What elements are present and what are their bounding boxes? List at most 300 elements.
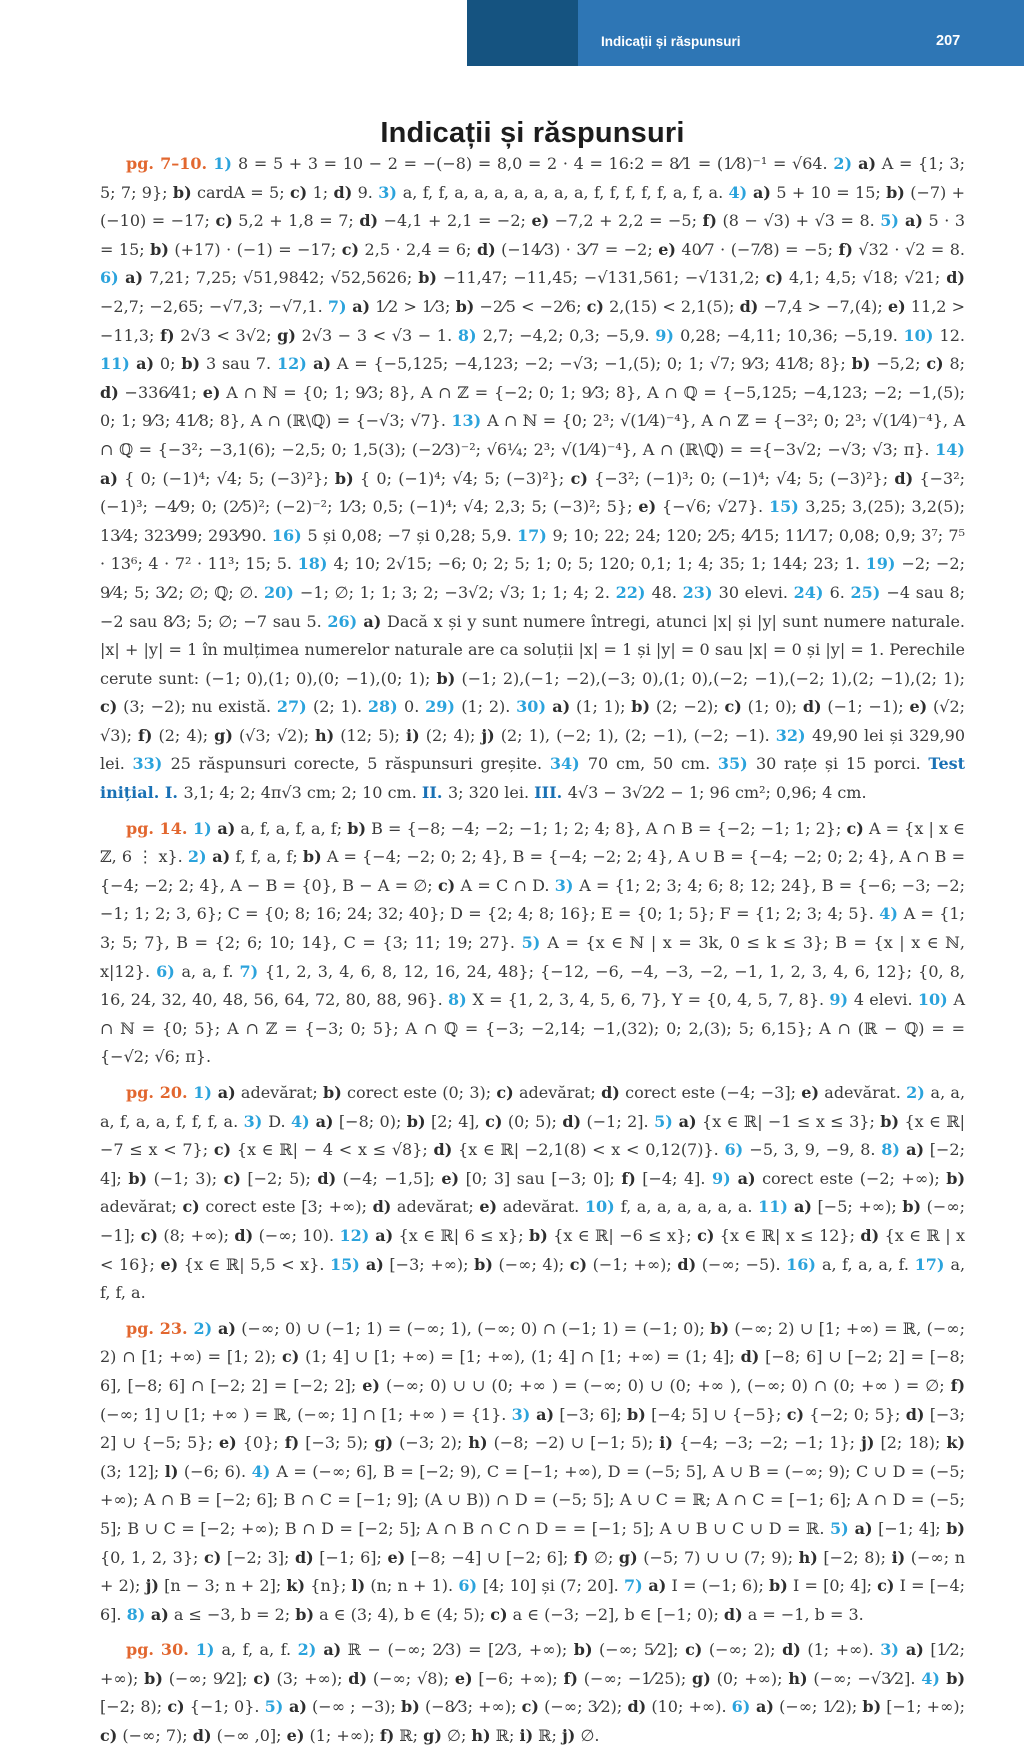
answer-text: 3 sau 7. <box>200 354 277 374</box>
answer-text: (−∞; 1⁄2); <box>773 1697 863 1717</box>
answer-text: {x ∈ ℝ| 5,5 < x}. <box>178 1254 331 1274</box>
answer-letter: h) <box>798 1547 818 1567</box>
answer-letter: f) <box>574 1547 589 1567</box>
item-number: 29) <box>425 697 462 717</box>
answer-text: [−2; 5); <box>240 1168 318 1188</box>
answer-letter: c) <box>289 182 308 202</box>
answer-text: D. <box>268 1111 291 1131</box>
item-number: 4) <box>728 182 754 202</box>
answer-letter: k) <box>946 1433 966 1453</box>
answer-letter: c) <box>570 468 588 488</box>
answer-text: (−∞ ; −3); <box>306 1697 402 1717</box>
answer-letter: b) <box>128 1168 148 1188</box>
answer-text: [−1; 6]; <box>313 1547 388 1567</box>
answer-letter: h) <box>471 1726 491 1746</box>
answer-letter: d) <box>739 296 759 316</box>
answer-letter: f) <box>621 1168 636 1188</box>
answer-text: (1; 1); <box>570 697 632 717</box>
answer-text: {x ∈ ℝ| 6 ≤ x}; <box>393 1225 530 1245</box>
item-number: 2) <box>906 1083 931 1102</box>
item-number: 25) <box>850 582 887 602</box>
answer-text: adevărat; <box>235 1083 324 1102</box>
answer-text: 2,(15) < 2,1(5); <box>603 296 740 316</box>
item-number: 3) <box>880 1640 906 1660</box>
answer-letter: f) <box>950 1375 966 1395</box>
answer-letter: c) <box>140 1225 158 1245</box>
item-number: 2) <box>187 847 213 867</box>
answer-letter: j) <box>481 725 495 745</box>
answer-letter: b) <box>902 1197 922 1217</box>
answer-letter: c) <box>167 1697 185 1717</box>
item-number: 26) <box>327 611 364 631</box>
answer-text: (2; −2); <box>650 697 725 717</box>
answer-text: (8; +∞); <box>157 1225 235 1245</box>
item-number: 6) <box>100 268 126 288</box>
answers-paragraph <box>100 815 965 1072</box>
answer-text: a, f, a, f. <box>221 1640 298 1660</box>
answer-letter: g) <box>423 1726 442 1746</box>
answer-text: ℝ; <box>394 1726 424 1746</box>
answer-letter: e) <box>909 697 928 717</box>
answer-text: [−1; +∞); <box>881 1697 966 1717</box>
answer-text: [0; 3] sau [−3; 0]; <box>459 1168 622 1188</box>
answer-text: [−8; 0); <box>333 1111 407 1131</box>
item-number: 35) <box>717 754 756 774</box>
answer-letter: a) <box>125 268 144 288</box>
answer-text: [2; 18); <box>874 1433 947 1453</box>
answer-letter: l) <box>351 1576 366 1596</box>
answer-text: B = {−8; −4; −2; −1; 1; 2; 4; 8}, A ∩ B = {−2; −1; 1; 2}; <box>366 818 847 838</box>
answer-text: (−4; −1,5]; <box>336 1168 442 1188</box>
header-accent-block <box>467 0 578 66</box>
answer-text: ℝ; <box>533 1726 562 1746</box>
answer-letter: j) <box>145 1576 159 1596</box>
answer-letter: c) <box>586 296 604 316</box>
answer-text: 25 răspunsuri corecte, 5 răspunsuri greșite. <box>170 754 550 774</box>
answer-text: a ∈ (3; 4), b ∈ (4; 5); <box>314 1604 491 1624</box>
answer-letter: a) <box>313 354 332 374</box>
answer-text: (−6; 6). <box>178 1461 252 1481</box>
item-number: 5) <box>654 1111 679 1131</box>
answer-text: 4,1; 4,5; √18; √21; <box>783 268 947 288</box>
answer-letter: a) <box>854 1518 873 1538</box>
answer-text: (1; 4] ∪ [1; +∞) = [1; +∞), (1; 4] ∩ [1; +∞) = (1; 4]; <box>299 1347 741 1367</box>
answer-text: f, f, a, f; <box>230 847 303 867</box>
answer-text: 6. <box>829 582 851 602</box>
answer-letter: c) <box>100 697 118 717</box>
answer-text: (0; +∞); <box>710 1668 789 1688</box>
answer-text: [−1; 4]; <box>872 1518 947 1538</box>
answer-text: adevărat. <box>819 1083 907 1102</box>
answer-letter: c) <box>490 1604 508 1624</box>
answer-letter: b) <box>406 1111 426 1131</box>
answer-text: 2√3 − 3 < √3 − 1. <box>295 325 458 345</box>
answer-text: (√2; √3); <box>100 697 966 745</box>
answer-letter: b) <box>144 1668 163 1688</box>
answer-text: 40⁄7 · (−7⁄8) = −5; <box>675 239 839 259</box>
answer-text: (−∞; 1] ∪ [1; +∞ ) = ℝ, (−∞; 1] ∩ [1; +∞ ) = {1}. <box>100 1404 512 1424</box>
answer-letter: a) <box>648 1576 667 1596</box>
answer-text: (−∞; −5). <box>696 1254 787 1274</box>
answer-text: (2; 4); <box>152 725 215 745</box>
item-number: 17) <box>914 1254 951 1274</box>
item-number: 4) <box>921 1668 947 1688</box>
answer-letter: a) <box>217 1083 236 1102</box>
item-number: 8) <box>457 325 483 345</box>
answer-text: −11,47; −11,45; −√131,561; −√131,2; <box>436 268 766 288</box>
page-ref-label: pg. 23. <box>126 1318 194 1338</box>
item-number: 10) <box>903 325 940 345</box>
answer-letter: d) <box>740 1347 760 1367</box>
answer-letter: l) <box>164 1461 179 1481</box>
answer-letter: a) <box>904 211 923 231</box>
item-number: 4) <box>879 904 904 924</box>
answer-letter: d) <box>333 182 353 202</box>
answer-text: (1; +∞); <box>304 1726 380 1746</box>
item-number: 1) <box>193 818 218 838</box>
answer-text: 30 rațe și 15 porci. <box>755 754 929 774</box>
answer-letter: c) <box>697 1225 715 1245</box>
answer-letter: i) <box>891 1547 906 1567</box>
answers-paragraph <box>100 1636 965 1750</box>
answer-letter: b) <box>172 182 192 202</box>
answer-letter: a) <box>756 1697 774 1717</box>
answer-text: { 0; (−1)⁴; √4; 5; (−3)²}; <box>353 468 571 488</box>
item-number: 3) <box>378 182 403 202</box>
test-heading: III. <box>534 783 568 803</box>
page-ref-label: pg. 20. <box>126 1083 194 1102</box>
answer-text: −5,2; <box>870 354 927 374</box>
answer-text: {−3²; (−1)³; −4⁄9; 0; (2⁄5)²; (−2)⁻²; 1⁄3; 0,5; (−1)⁴; √4; 2,3; 5; (−3)²; 5}; <box>100 468 966 517</box>
item-number: 2) <box>833 154 859 173</box>
answer-text: {0, 1, 2, 3}; <box>100 1547 204 1567</box>
item-number: 13) <box>451 411 488 431</box>
answer-letter: c) <box>215 211 233 231</box>
answer-text: {x ∈ ℝ| −1 ≤ x ≤ 3}; <box>696 1111 881 1131</box>
answer-letter: c) <box>786 1404 805 1424</box>
answer-text: 2√3 < 3√2; <box>174 325 278 345</box>
answer-letter: e) <box>658 239 676 259</box>
item-number: 7) <box>239 961 265 981</box>
answer-letter: a) <box>100 468 118 488</box>
answer-text: −4 sau 8; −2 sau 8⁄3; 5; ∅; −7 sau 5. <box>100 582 966 631</box>
item-number: 5) <box>521 933 548 953</box>
answer-letter: a) <box>794 1197 812 1217</box>
item-number: 1) <box>213 154 239 173</box>
answer-letter: e) <box>218 1433 237 1453</box>
answer-letter: d) <box>860 1225 880 1245</box>
answer-text: 2,5 · 2,4 = 6; <box>359 239 477 259</box>
answer-letter: a) <box>737 1168 756 1188</box>
item-number: 8) <box>448 990 473 1010</box>
answer-letter: b) <box>880 1111 900 1131</box>
answer-text: {x ∈ ℝ| − 4 < x ≤ √8}; <box>231 1140 434 1160</box>
answer-text: (√3; √2); <box>232 725 315 745</box>
answer-text: 0,28; −4,11; 10,36; −5,19. <box>680 325 904 345</box>
item-number: 1) <box>195 1640 222 1660</box>
answer-text: A = {x | x ∈ ℤ, 6 ⋮ x}. <box>100 818 966 867</box>
answer-letter: d) <box>802 697 822 717</box>
answer-letter: b) <box>418 268 437 288</box>
item-number: 6) <box>156 961 182 981</box>
answer-letter: a) <box>315 1111 334 1131</box>
answer-letter: b) <box>401 1697 420 1717</box>
answer-letter: a) <box>536 1404 555 1424</box>
answer-text: (3; +∞); <box>270 1668 349 1688</box>
answer-letter: c) <box>496 1083 514 1102</box>
answer-text: (2; 1), (−2; 1), (2; −1), (−2; −1). <box>494 725 776 745</box>
item-number: 11) <box>758 1197 795 1217</box>
answer-letter: b) <box>851 354 871 374</box>
answer-text: 1⁄2 > 1⁄3; <box>370 296 456 316</box>
answer-text: (1; +∞). <box>800 1640 881 1660</box>
item-number: 9) <box>655 325 681 345</box>
answer-text: [4; 10] și (7; 20]. <box>482 1576 624 1596</box>
item-number: 33) <box>132 754 171 774</box>
answer-letter: j) <box>562 1726 576 1746</box>
answer-text: { 0; (−1)⁴; √4; 5; (−3)²}; <box>117 468 335 488</box>
answer-text: (3; −2); nu există. <box>117 697 277 717</box>
answer-text: ∅; <box>588 1547 619 1567</box>
answer-text: 3,1; 4; 2; 4π√3 cm; 2; 10 cm. <box>183 783 422 803</box>
answer-letter: j) <box>861 1433 875 1453</box>
answer-text: (−8⁄3; +∞); <box>419 1697 522 1717</box>
item-number: 18) <box>297 554 334 574</box>
answer-letter: g) <box>692 1668 711 1688</box>
answer-text: 3,25; 3,(25); 3,2(5); 13⁄4; 323⁄99; 293⁄90. <box>100 497 966 545</box>
answer-text: (−∞; 2) ∪ [1; +∞) = ℝ, (−∞; 2) ∩ [1; +∞) = [1; 2); <box>100 1318 966 1367</box>
answer-text: (−∞; 10). <box>253 1225 340 1245</box>
answer-letter: f) <box>702 211 717 231</box>
answer-text: −2,7; −2,65; −√7,3; −√7,1. <box>100 296 328 316</box>
answer-text: (−1; 2),(−1; −2),(−3; 0),(1; 0),(−2; −1),(−2; 1),(2; −1),(2; 1); <box>455 668 966 688</box>
answer-letter: a) <box>212 847 231 867</box>
answers-paragraph <box>100 1079 965 1308</box>
answer-letter: h) <box>314 725 335 745</box>
answer-text: a = −1, b = 3. <box>742 1604 864 1624</box>
answer-text: [−2; 3]; <box>221 1547 295 1567</box>
answer-letter: b) <box>455 296 475 316</box>
answer-text: ℝ − (−∞; 2⁄3) = [2⁄3, +∞); <box>341 1640 574 1660</box>
item-number: 9) <box>829 990 854 1010</box>
answer-text: A ∩ ℕ = {0; 2³; √(1⁄4)⁻⁴}, A ∩ ℤ = {−3²; 0; 2³; √(1⁄4)⁻⁴}, A ∩ ℚ = {−3²; −3,1(6); −2,5; 0; 1,5(3); (−2⁄3)⁻²; √6¼; 2³; √(1⁄4)⁻⁴}, A ∩ (ℝ\ℚ) = ={−3√2; −√3; √3; π}. <box>100 411 965 459</box>
answer-letter: a) <box>375 1225 394 1245</box>
answer-text: A = {1; 2; 3; 4; 6; 8; 12; 24}, B = {−6; −3; −2; −1; 1; 2; 3, 6}; C = {0; 8; 16; 24; 32; 40}; D = {2; 4; 8; 16}; E = {0; 1; 5}; F = {1; 2; 3; 4; 5}. <box>100 875 965 924</box>
answer-text: (−3; 2); <box>393 1433 469 1453</box>
answer-letter: b) <box>181 354 201 374</box>
answer-text: (1; 0); <box>741 697 803 717</box>
answer-text: corect este [3; +∞); <box>199 1197 373 1217</box>
answer-letter: d) <box>317 1168 337 1188</box>
answer-text: a, f, f, a. <box>100 1254 966 1303</box>
answer-text: {n}; <box>305 1576 352 1596</box>
item-number: 11) <box>100 354 137 374</box>
answer-text: 0; <box>154 354 182 374</box>
answer-text: [−3; +∞); <box>383 1254 475 1274</box>
item-number: 6) <box>724 1140 750 1160</box>
answer-letter: b) <box>436 668 456 688</box>
answer-letter: a) <box>217 818 236 838</box>
answer-text: adevărat; <box>391 1197 480 1217</box>
answer-letter: e) <box>638 497 657 517</box>
answer-text: (−∞; 5⁄2]; <box>592 1640 686 1660</box>
answer-text: (2; 1). <box>312 697 368 717</box>
answer-letter: c) <box>203 1547 222 1567</box>
answer-text: −2⁄5 < −2⁄6; <box>474 296 587 316</box>
answer-letter: g) <box>214 725 233 745</box>
answer-text: corect este (0; 3); <box>341 1083 497 1102</box>
answer-letter: e) <box>531 211 550 231</box>
answer-text: {−√6; √27}. <box>656 497 769 517</box>
answer-text: [−3; 5); <box>299 1433 375 1453</box>
answer-text: −5, 3, 9, −9, 8. <box>749 1140 882 1160</box>
answer-letter: f) <box>838 239 853 259</box>
answer-text: corect este (−2; +∞); <box>755 1168 947 1188</box>
answer-text: (−∞; 0) ∪ (−1; 1) = (−∞; 1), (−∞; 0) ∩ (−1; 1) = (−1; 0); <box>235 1318 711 1338</box>
answer-letter: e) <box>887 296 906 316</box>
answer-text: {x ∈ ℝ| −7 ≤ x < 7}; <box>100 1111 966 1160</box>
answer-text: [−4; 5] ∪ {−5}; <box>645 1404 787 1424</box>
answer-text: (−∞; 3⁄2); <box>538 1697 628 1717</box>
page-ref-label: pg. 7–10. <box>126 154 214 173</box>
answer-letter: b) <box>323 1083 342 1102</box>
answer-letter: b) <box>334 468 354 488</box>
answer-text: −7,4 > −7,(4); <box>758 296 888 316</box>
item-number: 8) <box>126 1604 151 1624</box>
answer-text: A ∩ ℕ = {0; 5}; A ∩ ℤ = {−3; 0; 5}; A ∩ ℚ = {−3; −2,14; −1,(32); 0; 2,(3); 5; 6,15}; A ∩ (ℝ − ℚ) = = {−√2; √6; π}. <box>100 990 965 1067</box>
answer-letter: b) <box>150 239 169 259</box>
answer-text: (1; 2). <box>461 697 517 717</box>
item-number: 2) <box>297 1640 324 1660</box>
answer-text: 48. <box>651 582 683 602</box>
item-number: 5) <box>264 1697 289 1717</box>
answer-letter: f) <box>379 1726 395 1746</box>
answer-text: (−∞; 7); <box>117 1726 193 1746</box>
answer-text: [−8; 6] ∪ [−2; 2] = [−8; 6], [−8; 6] ∩ [−2; 2] = [−2; 2]; <box>100 1347 966 1395</box>
answer-letter: b) <box>474 1254 493 1274</box>
answer-letter: b) <box>627 1404 646 1424</box>
answer-letter: i) <box>406 725 420 745</box>
answer-letter: a) <box>323 1640 342 1660</box>
item-number: 7) <box>623 1576 649 1596</box>
answer-letter: c) <box>213 1140 232 1160</box>
answer-text: 4√3 − 3√2⁄2 − 1; 96 cm²; 0,96; 4 cm. <box>567 783 867 803</box>
answer-text: (−∞; −1⁄25); <box>578 1668 693 1688</box>
answer-text: A ∩ ℕ = {0; 1; 9⁄3; 8}, A ∩ ℤ = {−2; 0; 1; 9⁄3; 8}, A ∩ ℚ = {−5,125; −4,123; −2; −1,(5); 0; 1; 9⁄3; 41⁄8; 8}, A ∩ (ℝ\ℚ) = {−√3; √7}. <box>100 382 965 431</box>
item-number: 15) <box>769 497 806 517</box>
answer-text: ℝ; <box>490 1726 520 1746</box>
answer-letter: e) <box>479 1197 498 1217</box>
item-number: 10) <box>917 990 954 1010</box>
item-number: 3) <box>511 1404 537 1424</box>
answer-text: (−∞; 0) ∪ ∪ (0; +∞ ) = (−∞; 0) ∪ (0; +∞ ), (−∞; 0) ∩ (0; +∞ ) = ∅; <box>379 1375 951 1395</box>
answer-letter: g) <box>277 325 296 345</box>
answer-letter: b) <box>529 1225 548 1245</box>
answer-text: 5 și 0,08; −7 și 0,28; 5,9. <box>307 525 517 545</box>
answer-text: (−∞; 4); <box>492 1254 570 1274</box>
answer-text: A = C ∩ D. <box>455 875 555 895</box>
answer-letter: d) <box>601 1083 620 1102</box>
answer-text: A = {x ∈ ℕ | x = 3k, 0 ≤ k ≤ 3}; B = {x | x ∈ ℕ, x|12}. <box>100 933 965 981</box>
answer-text: [−3; 6]; <box>554 1404 628 1424</box>
item-number: 28) <box>367 697 405 717</box>
answer-letter: d) <box>192 1726 212 1746</box>
answer-text: (3; 12]; <box>100 1461 165 1481</box>
answer-text: A = {1; 3; 5; 7; 9}; <box>100 154 965 202</box>
answer-letter: d) <box>100 382 119 402</box>
item-number: 1) <box>193 1083 218 1102</box>
answer-text: 9; 10; 22; 24; 120; 2⁄5; 4⁄15; 11⁄17; 0,08; 0,9; 3⁷; 7⁵ · 13⁶; 4 · 7² · 11³; 15; 5. <box>100 525 965 574</box>
item-number: 5) <box>829 1518 855 1538</box>
answer-text: [n − 3; n + 2]; <box>158 1576 287 1596</box>
answer-letter: d) <box>946 268 965 288</box>
answer-letter: h) <box>788 1668 808 1688</box>
answer-letter: b) <box>573 1640 593 1660</box>
item-number: 3) <box>243 1111 269 1131</box>
answer-letter: c) <box>521 1697 539 1717</box>
answer-text: (0; 5); <box>502 1111 563 1131</box>
answer-letter: c) <box>223 1168 241 1188</box>
answer-text: a, f, a, f, a, f; <box>235 818 348 838</box>
answer-text: [−5; +∞); <box>811 1197 903 1217</box>
answer-letter: e) <box>286 1726 305 1746</box>
answer-letter: d) <box>723 1604 743 1624</box>
answer-text: (n; n + 1). <box>365 1576 459 1596</box>
answer-text: (−∞; √8); <box>367 1668 455 1688</box>
answer-letter: c) <box>724 697 742 717</box>
answer-text: (+17) · (−1) = −17; <box>168 239 342 259</box>
answer-letter: c) <box>877 1576 895 1596</box>
answer-text: a, f, a, a, f. <box>822 1254 915 1274</box>
answer-letter: c) <box>182 1197 200 1217</box>
answer-letter: f) <box>563 1668 578 1688</box>
answer-letter: b) <box>631 697 651 717</box>
item-number: 17) <box>517 525 553 545</box>
item-number: 4) <box>251 1461 277 1481</box>
answer-letter: d) <box>294 1547 314 1567</box>
answer-letter: c) <box>569 1254 588 1274</box>
page-ref-label: pg. 14. <box>126 818 194 838</box>
test-heading: II. <box>421 783 448 803</box>
answer-text: [−4; 4]. <box>635 1168 712 1188</box>
answer-text: (8 − √3) + √3 = 8. <box>717 211 881 231</box>
answer-text: A = {−5,125; −4,123; −2; −√3; −1,(5); 0; 1; √7; 9⁄3; 41⁄8; 8}; <box>331 354 852 374</box>
answer-letter: f) <box>160 325 175 345</box>
answer-text: {1, 2, 3, 4, 6, 8, 12, 16, 24, 48}; {−12, −6, −4, −3, −2, −1, 1, 2, 3, 4, 6, 12}; {0, 8, 16, 24, 32, 40, 48, 56, 64, 72, 80, 88, 96}. <box>100 961 966 1010</box>
answer-letter: c) <box>100 1726 118 1746</box>
item-number: 23) <box>682 582 719 602</box>
answer-text: A = {−4; −2; 0; 2; 4}, B = {−4; −2; 2; 4}, A ∪ B = {−4; −2; 0; 2; 4}, A ∩ B = {−4; −2; 2; 4}, A − B = {0}, B − A = ∅; <box>100 847 966 895</box>
answer-text: (−∞; 9⁄2]; <box>162 1668 254 1688</box>
item-number: 32) <box>775 725 813 745</box>
answers-body <box>100 150 965 1758</box>
answer-text: (−5; 7) ∪ ∪ (7; 9); <box>637 1547 799 1567</box>
answer-letter: d) <box>348 1668 368 1688</box>
answer-text: 70 cm, 50 cm. <box>587 754 718 774</box>
answer-letter: b) <box>295 1604 315 1624</box>
answers-paragraph <box>100 150 965 808</box>
answer-text: (10; +∞). <box>646 1697 732 1717</box>
item-number: 15) <box>330 1254 366 1274</box>
answer-letter: c) <box>341 239 360 259</box>
answer-letter: c) <box>926 354 944 374</box>
item-number: 30) <box>516 697 553 717</box>
answer-letter: e) <box>387 1547 406 1567</box>
answer-text: 8 = 5 + 3 = 10 − 2 = −(−8) = 8,0 = 2 · 4 = 16:2 = 8⁄1 = (1⁄8)⁻¹ = √64. <box>238 154 834 173</box>
item-number: 19) <box>865 554 902 574</box>
answer-text: I = [0; 4]; <box>787 1576 878 1596</box>
answer-letter: c) <box>253 1668 271 1688</box>
